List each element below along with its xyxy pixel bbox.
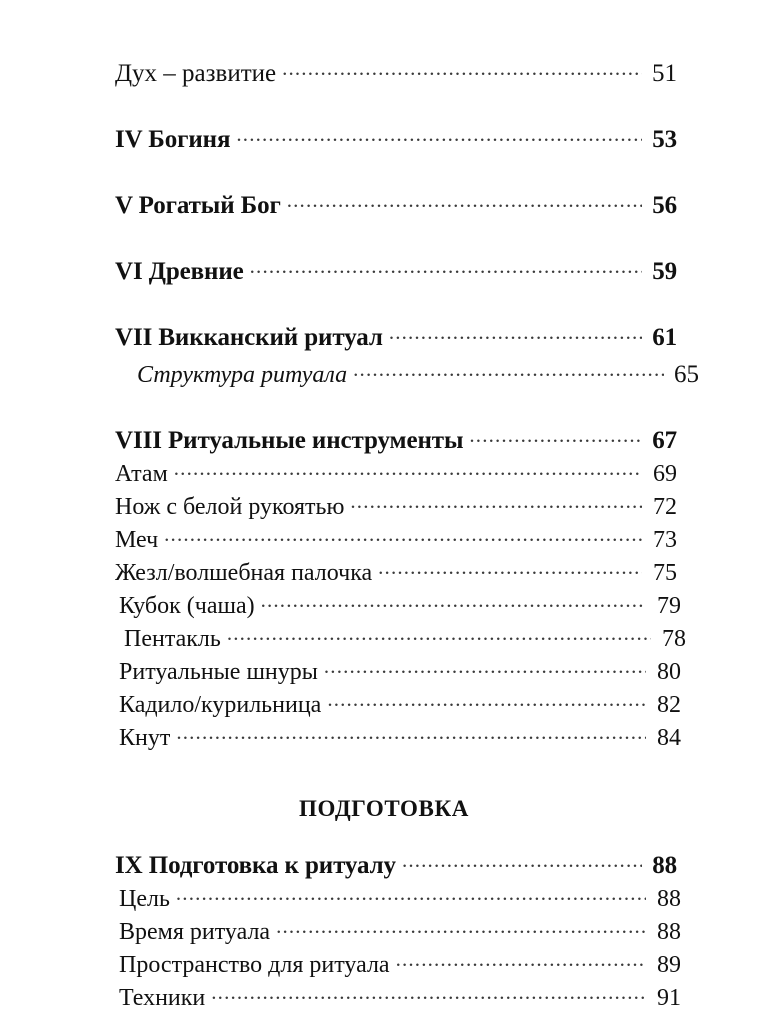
toc-entry-mech[interactable] bbox=[115, 527, 677, 554]
toc-list bbox=[115, 60, 699, 752]
toc-entry-page-number: 88 bbox=[652, 852, 677, 879]
toc-leader-dots bbox=[469, 432, 642, 448]
toc-entry-knut[interactable] bbox=[115, 725, 681, 752]
toc-entry-page-number: 79 bbox=[657, 593, 681, 619]
toc-entry-nozh-s-beloj-rukoyatyu[interactable] bbox=[115, 494, 677, 521]
toc-entry-page-number: 88 bbox=[657, 886, 681, 912]
toc-leader-dots bbox=[327, 696, 646, 712]
toc-entry-label: Атам bbox=[115, 461, 168, 487]
toc-entry-page-number: 73 bbox=[653, 527, 677, 553]
toc-entry-tehniki[interactable] bbox=[115, 985, 681, 1012]
toc-entry-label: Пространство для ритуала bbox=[119, 952, 390, 978]
toc-entry-page-number: 56 bbox=[652, 192, 677, 219]
toc-entry-label: Время ритуала bbox=[119, 919, 271, 945]
toc-entry-v-rogatyj-bog[interactable] bbox=[115, 192, 677, 220]
toc-leader-dots bbox=[211, 989, 646, 1005]
toc-entry-atam[interactable] bbox=[115, 461, 677, 488]
toc-leader-dots bbox=[250, 263, 642, 279]
toc-entry-label: Ритуальные шнуры bbox=[119, 659, 318, 685]
toc-entry-label: VI Древние bbox=[115, 258, 244, 285]
toc-entry-ix-podgotovka-k-ritualu[interactable] bbox=[115, 852, 677, 880]
toc-leader-dots bbox=[350, 498, 642, 514]
toc-leader-dots bbox=[402, 857, 642, 873]
toc-leader-dots bbox=[353, 366, 664, 382]
toc-leader-dots bbox=[261, 597, 646, 613]
toc-leader-dots bbox=[176, 729, 646, 745]
toc-entry-viii-ritualnye-instrumenty[interactable] bbox=[115, 427, 677, 455]
toc-leader-dots bbox=[276, 923, 646, 939]
toc-entry-page-number: 78 bbox=[662, 626, 686, 652]
toc-entry-vi-drevnie[interactable] bbox=[115, 258, 677, 286]
toc-entry-page-number: 61 bbox=[652, 324, 677, 351]
toc-entry-page-number: 69 bbox=[653, 461, 677, 487]
toc-entry-label: Техники bbox=[119, 985, 206, 1011]
toc-entry-page-number: 51 bbox=[652, 60, 677, 87]
toc-leader-dots bbox=[176, 890, 646, 906]
toc-entry-page-number: 53 bbox=[652, 126, 677, 153]
toc-entry-ritualnye-shnury[interactable] bbox=[115, 659, 681, 686]
toc-entry-cel[interactable] bbox=[115, 886, 681, 913]
toc-leader-dots bbox=[174, 465, 642, 481]
toc-entry-page-number: 72 bbox=[653, 494, 677, 520]
toc-leader-dots bbox=[378, 564, 642, 580]
toc-entry-struktura-rituala[interactable] bbox=[115, 361, 699, 389]
toc-entry-label: VIII Ритуальные инструменты bbox=[115, 427, 464, 454]
toc-leader-dots bbox=[396, 956, 646, 972]
toc-entry-vremya-rituala[interactable] bbox=[115, 919, 681, 946]
toc-leader-dots bbox=[324, 663, 646, 679]
toc-entry-label: Меч bbox=[115, 527, 159, 553]
toc-entry-page-number: 84 bbox=[657, 725, 681, 751]
toc-entry-label: V Рогатый Бог bbox=[115, 192, 281, 219]
toc-list-after-section bbox=[115, 852, 681, 1012]
section-divider-podgotovka: ПОДГОТОВКА bbox=[299, 796, 469, 821]
toc-entry-label: Жезл/волшебная палочка bbox=[115, 560, 373, 586]
toc-entry-page-number: 80 bbox=[657, 659, 681, 685]
toc-entry-page-number: 59 bbox=[652, 258, 677, 285]
toc-entry-label: Пентакль bbox=[124, 626, 221, 652]
toc-entry-zhezl-volshebnaya-palochka[interactable] bbox=[115, 560, 677, 587]
toc-entry-label: Дух – развитие bbox=[115, 60, 277, 87]
toc-leader-dots bbox=[164, 531, 642, 547]
toc-entry-pentakl[interactable] bbox=[115, 626, 686, 653]
toc-entry-page-number: 65 bbox=[674, 361, 699, 388]
toc-entry-page-number: 82 bbox=[657, 692, 681, 718]
toc-entry-label: Нож с белой рукоятью bbox=[115, 494, 345, 520]
toc-entry-page-number: 75 bbox=[653, 560, 677, 586]
toc-entry-page-number: 89 bbox=[657, 952, 681, 978]
toc-leader-dots bbox=[282, 65, 642, 81]
toc-entry-label: Кнут bbox=[119, 725, 171, 751]
toc-leader-dots bbox=[389, 329, 642, 345]
toc-entry-page-number: 88 bbox=[657, 919, 681, 945]
toc-entry-label: Кадило/курильница bbox=[119, 692, 322, 718]
toc-leader-dots bbox=[236, 131, 642, 147]
toc-entry-kadilo-kurilnica[interactable] bbox=[115, 692, 681, 719]
toc-entry-kubok-chasha[interactable] bbox=[115, 593, 681, 620]
toc-entry-prostranstvo-dlya-rituala[interactable] bbox=[115, 952, 681, 979]
toc-entry-page-number: 91 bbox=[657, 985, 681, 1011]
toc-entry-label: Кубок (чаша) bbox=[119, 593, 255, 619]
toc-entry-label: Структура ритуала bbox=[137, 362, 348, 388]
toc-entry-duh-razvitie[interactable] bbox=[115, 60, 677, 88]
toc-entry-vii-vikkanskij-ritual[interactable] bbox=[115, 324, 677, 352]
toc-entry-page-number: 67 bbox=[652, 427, 677, 454]
toc-entry-iv-boginya[interactable] bbox=[115, 126, 677, 154]
toc-entry-label: Цель bbox=[119, 886, 170, 912]
toc-entry-label: IV Богиня bbox=[115, 126, 231, 153]
toc-entry-label: IX Подготовка к ритуалу bbox=[115, 852, 396, 879]
toc-leader-dots bbox=[227, 630, 651, 646]
toc-entry-label: VII Викканский ритуал bbox=[115, 324, 383, 351]
toc-leader-dots bbox=[287, 197, 642, 213]
